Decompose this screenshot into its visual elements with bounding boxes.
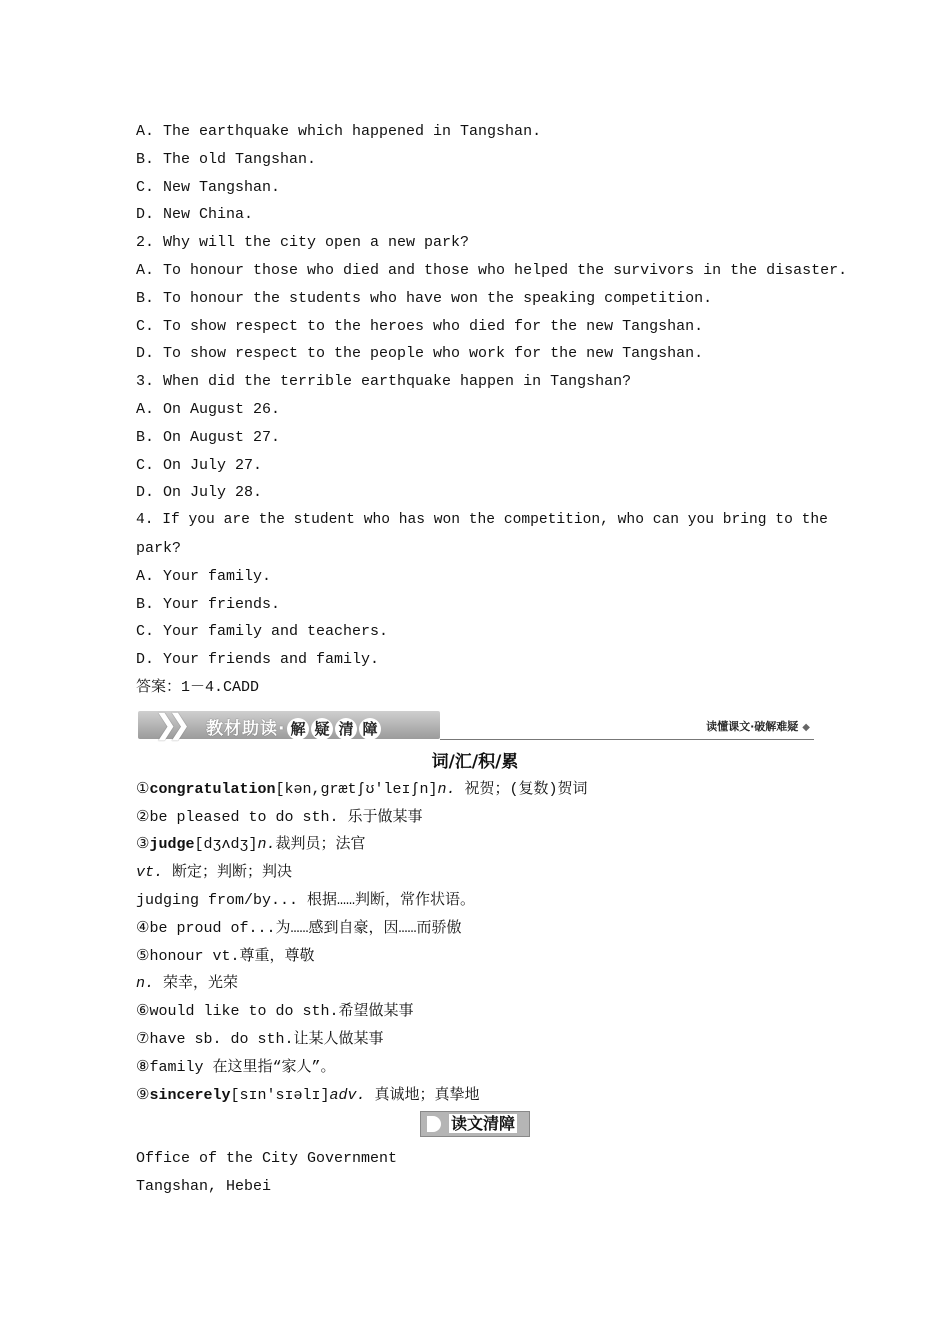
vocab-num: ⑤ <box>136 947 150 965</box>
vocab-item <box>136 831 814 859</box>
vocab-meaning: family 在这里指“家人”。 <box>149 1058 336 1076</box>
vocab-meaning: 祝贺；(复数)贺词 <box>455 780 588 798</box>
banner-boxed-char: 解 <box>287 718 309 740</box>
vocab-item <box>136 887 814 915</box>
question-3: 3. When did the terrible earthquake happen in Tangshan? <box>136 373 632 391</box>
vocab-pos: n. <box>437 780 456 798</box>
q4-option-d: D. Your friends and family. <box>136 651 380 669</box>
vocab-phonetic: [dʒʌdʒ] <box>194 836 258 854</box>
reading-tag-label: 读文清障 <box>450 1114 515 1134</box>
vocab-pos: vt. <box>136 864 164 882</box>
q4-option-c: C. Your family and teachers. <box>136 623 389 641</box>
vocab-meaning: would like to do sth.希望做某事 <box>149 1003 414 1021</box>
q1-option-a: A. The earthquake which happened in Tangshan. <box>136 123 542 140</box>
vocab-pos: adv. <box>329 1086 366 1104</box>
q1-option-d: D. New China. <box>136 206 254 224</box>
vocab-meaning: honour vt.尊重，尊敬 <box>149 947 315 965</box>
vocab-num: ④ <box>136 919 150 937</box>
vocab-num: ⑥ <box>136 1003 150 1021</box>
question-4-line2: park? <box>136 539 182 557</box>
document-page <box>136 118 848 1201</box>
question-2: 2. Why will the city open a new park? <box>136 234 470 252</box>
vocab-meaning: 真诚地；真挚地 <box>365 1086 480 1104</box>
q2-option-b: B. To honour the students who have won the speaking competition. <box>136 289 713 307</box>
q3-option-c: C. On July 27. <box>136 456 263 474</box>
vocab-meaning: judging from/by... 根据……判断，常作状语。 <box>136 891 476 909</box>
vocab-item <box>136 998 814 1026</box>
vocab-num: ⑧ <box>136 1058 150 1076</box>
vocab-phonetic: [sɪn'sɪəlɪ] <box>230 1086 330 1104</box>
vocab-meaning: have sb. do sth.让某人做某事 <box>149 1030 384 1048</box>
vocab-item <box>136 1082 814 1110</box>
chevron-icon: ❯❯ <box>154 707 181 741</box>
vocab-item <box>136 970 814 998</box>
vocab-item <box>136 804 814 832</box>
letter-sender-city: Tangshan, Hebei <box>136 1178 272 1196</box>
vocab-item <box>136 915 814 943</box>
q1-option-c: C. New Tangshan. <box>136 178 281 196</box>
vocab-num: ② <box>136 808 150 826</box>
vocab-item <box>136 776 814 804</box>
q1-option-b: B. The old Tangshan. <box>136 150 317 168</box>
q1-options <box>136 118 814 229</box>
vocab-pos: n. <box>257 836 276 854</box>
q2-option-d: D. To show respect to the people who work for the new Tangshan. <box>136 345 704 363</box>
q3-option-a: A. On August 26. <box>136 400 281 418</box>
vocab-num: ① <box>136 780 150 798</box>
vocab-meaning: 断定；判断；判决 <box>163 864 293 882</box>
vocab-num: ③ <box>136 836 150 854</box>
banner-subtitle-text: 读懂课文·破解难疑 <box>706 719 799 733</box>
vocab-word: congratulation <box>149 780 276 798</box>
q2-option-a: A. To honour those who died and those who helped the survivors in the disaster. <box>136 261 848 279</box>
reading-tag-wrap <box>136 1111 814 1141</box>
vocab-word: judge <box>149 836 195 854</box>
vocab-item <box>136 943 814 971</box>
q2-option-c: C. To show respect to the heroes who died for the new Tangshan. <box>136 317 704 335</box>
vocab-num: ⑦ <box>136 1030 150 1048</box>
banner-boxed-char: 障 <box>359 718 381 740</box>
vocab-phonetic: [kən,ɡrætʃʊ'leɪʃn] <box>275 780 438 798</box>
reading-tag <box>420 1111 530 1137</box>
q4-option-b: B. Your friends. <box>136 595 281 613</box>
question-4-line1: 4. If you are the student who has won the competition, who can you bring to the <box>136 512 828 529</box>
q4-option-a: A. Your family. <box>136 567 272 585</box>
banner-subtitle <box>706 718 810 734</box>
vocab-meaning: 裁判员；法官 <box>275 836 366 854</box>
vocab-list <box>136 776 814 1110</box>
vocab-num: ⑨ <box>136 1086 150 1104</box>
diamond-icon: ◆ <box>802 721 810 733</box>
vocab-title: 词/汇/积/累 <box>431 751 519 772</box>
vocab-item <box>136 1026 814 1054</box>
banner-boxed-char: 清 <box>335 718 357 740</box>
answer-key: 答案：1－4.CADD <box>136 678 260 696</box>
vocab-pos: n. <box>136 975 155 993</box>
vocab-word: sincerely <box>149 1086 231 1104</box>
q3-option-d: D. On July 28. <box>136 484 263 502</box>
vocab-meaning: be proud of...为……感到自豪，因……而骄傲 <box>149 919 462 937</box>
banner-title-main: 教材助读· <box>206 718 286 739</box>
banner-rule <box>440 739 814 740</box>
vocab-item <box>136 859 814 887</box>
vocab-meaning: be pleased to do sth. 乐于做某事 <box>149 808 423 826</box>
q3-option-b: B. On August 27. <box>136 428 281 446</box>
banner-title <box>206 714 381 740</box>
section-banner <box>136 708 814 744</box>
banner-boxed-char: 疑 <box>311 718 333 740</box>
vocab-meaning: 荣幸，光荣 <box>154 975 239 993</box>
letter-sender-office: Office of the City Government <box>136 1150 398 1168</box>
vocab-item <box>136 1054 814 1082</box>
